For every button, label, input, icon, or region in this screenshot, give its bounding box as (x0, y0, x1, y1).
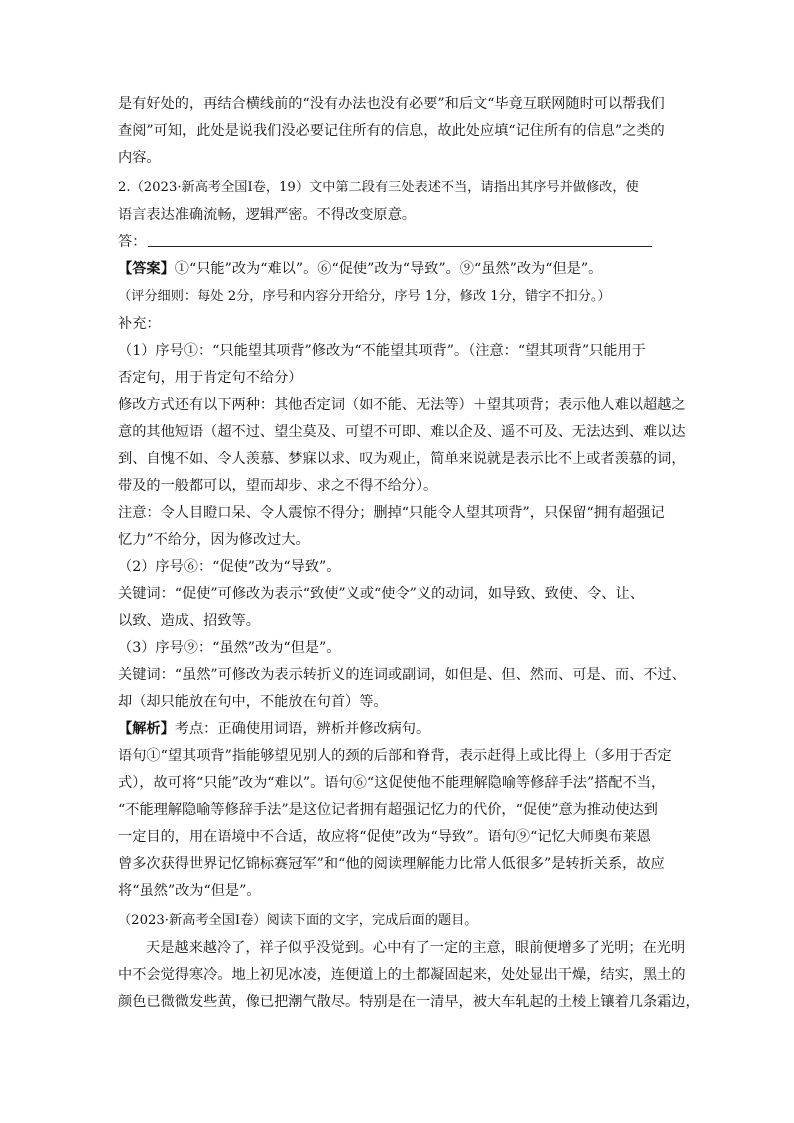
text-line: 带及的一般都可以，望而却步、求之不得不给分）。 (118, 478, 438, 494)
text-line: 语句①“望其项背”指能够望见别人的颈的后部和脊背，表示赶得上或比得上（多用于否定 (118, 748, 672, 764)
text-line: 关键词：“促使”可修改为表示“致使”义或“使令”义的动词，如导致、致使、令、让、 (118, 586, 644, 602)
passage-line: 中不会觉得寒冷。地上初见冰凌，连便道上的土都凝固起来，处处显出干燥，结实，黑土的 (118, 967, 686, 983)
answer-prompt: 答： (118, 234, 147, 250)
text-line: 修改方式还有以下两种：其他否定词（如不能、无法等）＋望其项背；表示他人难以超越之 (118, 397, 686, 413)
analysis-text: 考点：正确使用词语，辨析并修改病句。 (174, 721, 431, 737)
answer-line (118, 259, 602, 279)
text-line: 否定句，用于肯定句不给分） (118, 370, 303, 386)
passage-line: 天是越来越冷了，祥子似乎没觉到。心中有了一定的主意，眼前便增多了光明；在光明 (146, 940, 686, 956)
supplement-label: 补充： (118, 316, 161, 332)
text-line: 是有好处的，再结合横线前的“没有办法也没有必要”和后文“毕竟互联网随时可以帮我们 (118, 96, 665, 112)
answer-blank-line (148, 246, 652, 247)
scoring-note: （评分细则：每处 2分，序号和内容分开给分，序号 1分，修改 1分，错字不扣分。） (118, 289, 611, 304)
text-line: 忆力”不给分，因为修改过大。 (118, 532, 310, 548)
text-line: 意的其他短语（超不过、望尘莫及、可望不可即、难以企及、遥不可及、无法达到、难以达 (118, 424, 686, 440)
text-line: （1）序号①：“只能望其项背”修改为“不能望其项背”。（注意：“望其项背”只能用于 (118, 343, 646, 359)
answer-label: 【答案】 (118, 261, 175, 277)
text-line: 却（却只能放在句中，不能放在句首）等。 (118, 694, 388, 710)
text-line: 注意：令人目瞪口呆、令人震惊不得分；删掉“只能令人望其项背”，只保留“拥有超强记 (118, 505, 665, 521)
text-line: “不能理解隐喻等修辞手法”是这位记者拥有超强记忆力的代价，“促使”意为推动使达到 (118, 802, 658, 818)
question-line: 语言表达准确流畅，逻辑严密。不得改变原意。 (118, 207, 416, 223)
text-line: 式），故可将“只能”改为“难以”。语句⑥“这促使他不能理解隐喻等修辞手法”搭配不当， (118, 775, 666, 791)
text-line: 到、自愧不如、令人羡慕、梦寐以求、叹为观止，简单来说就是表示比不上或者羡慕的词， (118, 451, 686, 467)
text-line: 查阅”可知，此处是说我们没必要记住所有的信息，故此处应填“记住所有的信息”之类的 (118, 123, 665, 139)
text-line: 以致、造成、招致等。 (118, 613, 260, 629)
answer-text: ①“只能”改为“难以”。⑥“促使”改为“导致”。⑨“虽然”改为“但是”。 (174, 261, 603, 277)
question-line: 2.（2023·新高考全国Ⅰ卷，19）文中第二段有三处表述不当，请指出其序号并做修改，使 (118, 180, 639, 195)
text-line: （3）序号⑨：“虽然”改为“但是”。 (118, 640, 341, 656)
text-line: 关键词：“虽然”可修改为表示转折义的连词或副词，如但是、但、然而、可是、而、不过、 (118, 667, 686, 683)
text-line: 将“虽然”改为“但是”。 (118, 883, 261, 899)
text-line: 一定目的，用在语境中不合适，故应将“促使”改为“导致”。语句⑨“记忆大师奥布莱恩 (118, 829, 651, 845)
text-line: 曾多次获得世界记忆锦标赛冠军”和“他的阅读理解能力比常人低很多”是转折关系，故应 (118, 856, 665, 872)
text-line: 内容。 (118, 150, 161, 166)
analysis-line (118, 719, 430, 739)
analysis-label: 【解析】 (118, 721, 175, 737)
reading-instruction: （2023·新高考全国Ⅰ卷）阅读下面的文字，完成后面的题目。 (118, 913, 478, 928)
passage-line: 颜色已微微发些黄，像已把潮气散尽。特别是在一清早，被大车轧起的土棱上镶着几条霜边， (118, 994, 700, 1010)
text-line: （2）序号⑥：“促使”改为“导致”。 (118, 559, 341, 575)
